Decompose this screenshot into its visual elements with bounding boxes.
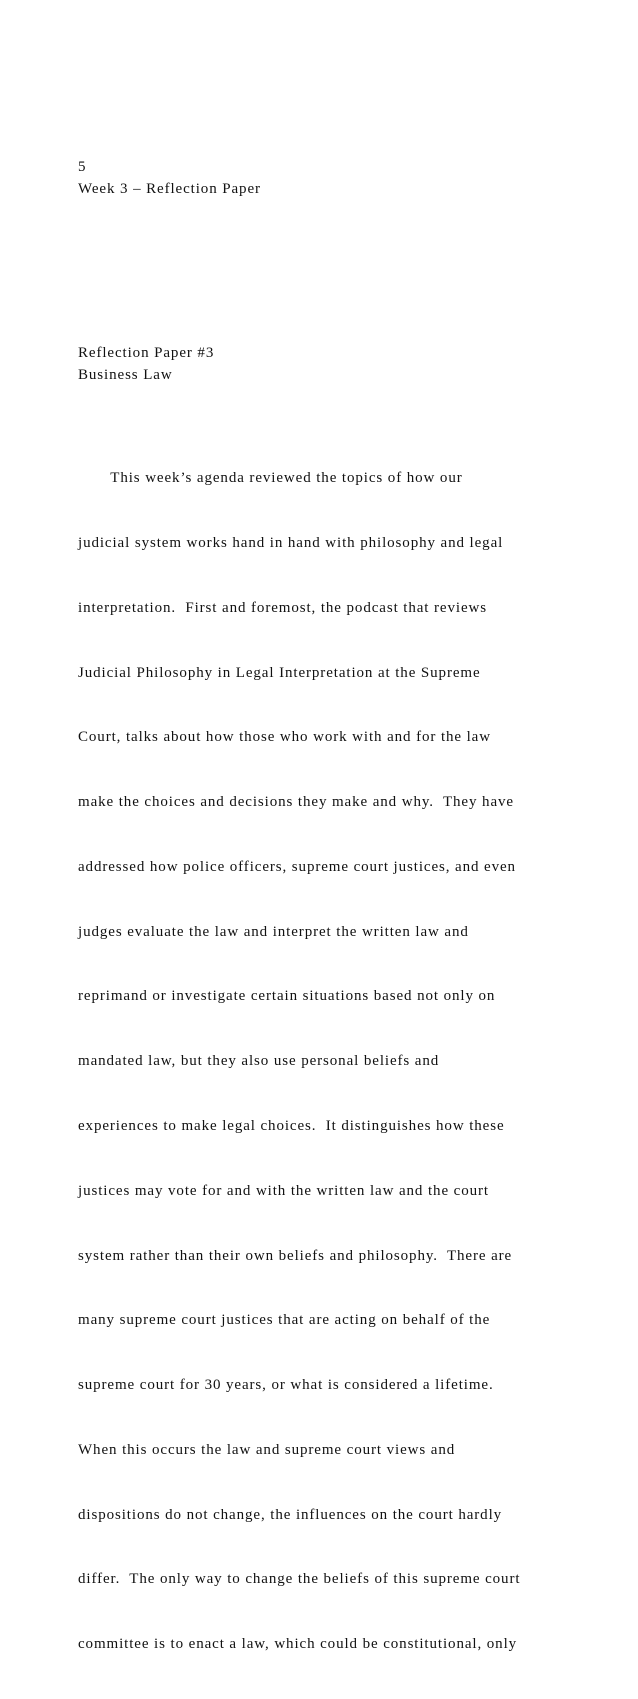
- running-title: Week 3 – Reflection Paper: [78, 181, 261, 197]
- body-line: dispositions do not change, the influences on the court hardly: [78, 1506, 503, 1523]
- body-line: experiences to make legal choices. It distinguishes how these: [78, 1118, 505, 1134]
- body-line: reprimand or investigate certain situations based not only on: [78, 988, 496, 1005]
- body-line: judges evaluate the law and interpret the written law and: [78, 923, 469, 940]
- body-line: system rather than their own beliefs and philosophy. There are: [78, 1247, 513, 1264]
- body-line: judicial system works hand in hand with philosophy and legal: [78, 534, 504, 551]
- body-paragraph: [78, 425, 578, 1699]
- body-line: many supreme court justices that are acting on behalf of the: [78, 1312, 491, 1329]
- page-number: 5: [78, 159, 87, 175]
- body-line: differ. The only way to change the beliefs of this supreme court: [78, 1571, 521, 1588]
- course-name: Business Law: [78, 367, 173, 383]
- body-line: This week’s agenda reviewed the topics of how our: [78, 470, 463, 487]
- body-line: committee is to enact a law, which could be constitutional, only: [78, 1636, 518, 1653]
- body-line: interpretation. First and foremost, the podcast that reviews: [78, 599, 487, 616]
- body-line: justices may vote for and with the written law and the court: [78, 1182, 489, 1199]
- paper-title-block: [78, 342, 214, 386]
- body-line: addressed how police officers, supreme court justices, and even: [78, 858, 516, 875]
- paper-title: Reflection Paper #3: [78, 345, 215, 361]
- page-header: [78, 156, 261, 200]
- body-line: supreme court for 30 years, or what is considered a lifetime.: [78, 1377, 494, 1394]
- body-line: Judicial Philosophy in Legal Interpretation at the Supreme: [78, 664, 481, 681]
- body-line: When this occurs the law and supreme court views and: [78, 1441, 456, 1458]
- body-line: Court, talks about how those who work with and for the law: [78, 729, 491, 746]
- body-line: make the choices and decisions they make and why. They have: [78, 794, 514, 811]
- body-line: mandated law, but they also use personal beliefs and: [78, 1053, 440, 1070]
